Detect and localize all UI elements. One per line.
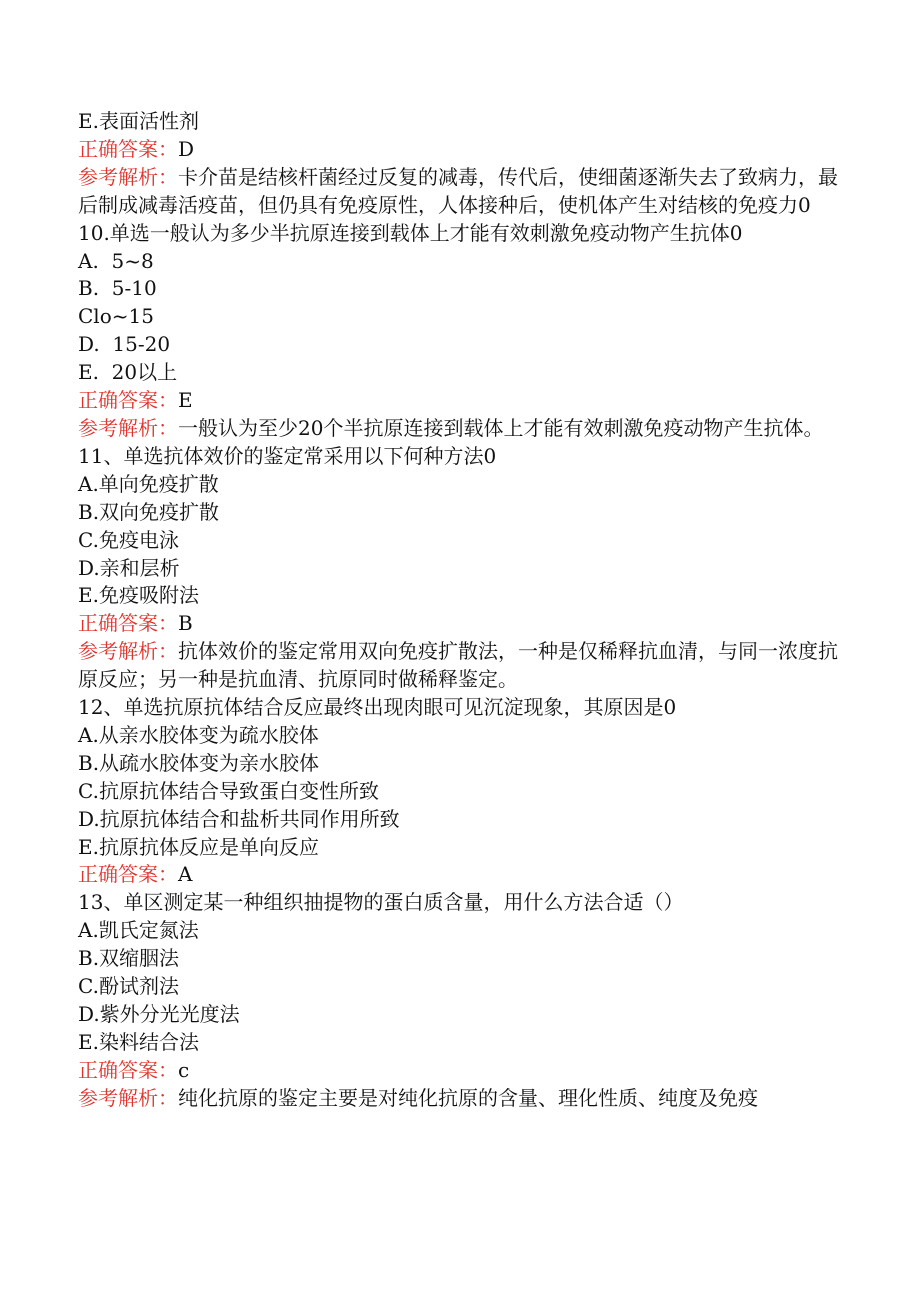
q13-option-e: E.染料结合法 (78, 1029, 199, 1054)
q13-analysis (78, 1085, 848, 1113)
q11-option-d: D.亲和层析 (78, 555, 180, 580)
q11-answer: B (178, 611, 193, 636)
q11-analysis (78, 638, 848, 694)
q10-answer-line (78, 387, 848, 415)
q10-option-e: E. 20以上 (78, 360, 178, 385)
q10-stem: 10.单选一般认为多少半抗原连接到载体上才能有效刺激免疫动物产生抗体0 (78, 220, 743, 245)
q9-analysis-text: 卡介苗是结核杆菌经过反复的减毒，传代后，使细菌逐渐失去了致病力，最后制成减毒活疫苗，但仍具有免疫原性，人体接种后，使机体产生对结核的免疫力0 (78, 164, 838, 217)
q13-option-d: D.紫外分光光度法 (78, 1002, 240, 1026)
q10-option-b: B. 5-10 (78, 276, 157, 301)
q13-analysis-text: 纯化抗原的鉴定主要是对纯化抗原的含量、理化性质、纯度及免疫 (178, 1085, 758, 1110)
q13-option-c: C.酚试剂法 (78, 974, 179, 999)
q10-option-c: Clo~15 (78, 304, 154, 329)
q9-answer-line (78, 136, 848, 164)
q9-answer-label: 正确答案： (78, 136, 178, 161)
q12-option-d: D.抗原抗体结合和盐析共同作用所致 (78, 806, 400, 831)
q13-option-b: B.双缩胭法 (78, 946, 180, 971)
q13-answer-label: 正确答案： (78, 1057, 178, 1082)
q10-analysis-label: 参考解析： (78, 415, 178, 440)
q13-stem: 13、单区测定某一种组织抽提物的蛋白质含量，用什么方法合适（） (78, 890, 684, 915)
q12-answer-line (78, 861, 848, 889)
q12-option-a: A.从亲水胶体变为疏水胶体 (78, 722, 319, 747)
q11-analysis-text: 抗体效价的鉴定常用双向免疫扩散法，一种是仅稀释抗血清，与同一浓度抗原反应；另一种是抗血清、抗原同时做稀释鉴定。 (78, 639, 838, 692)
q11-option-c: C.免疫电泳 (78, 527, 179, 552)
q9-option-e: E.表面活性剂 (78, 109, 199, 133)
q10-answer-label: 正确答案： (78, 388, 178, 413)
q12-option-c: C.抗原抗体结合导致蛋白变性所致 (78, 778, 379, 803)
q10-option-d: D. 15-20 (78, 332, 171, 357)
q10-analysis (78, 415, 848, 443)
q11-stem: 11、单选抗体效价的鉴定常采用以下何种方法0 (78, 443, 497, 468)
q13-answer: c (178, 1057, 190, 1082)
document-content (78, 108, 848, 1113)
q11-option-e: E.免疫吸附法 (78, 583, 199, 608)
q11-option-a: A.单向免疫扩散 (78, 471, 219, 496)
q11-answer-line (78, 610, 848, 638)
q11-answer-label: 正确答案： (78, 611, 178, 636)
q10-option-a: A. 5~8 (78, 248, 154, 273)
q12-answer: A (178, 862, 193, 887)
q10-analysis-text: 一般认为至少20个半抗原连接到载体上才能有效刺激免疫动物产生抗体。 (178, 415, 824, 440)
q11-option-b: B.双向免疫扩散 (78, 499, 220, 524)
q13-option-a: A.凯氏定氮法 (78, 918, 199, 943)
q13-analysis-label: 参考解析： (78, 1085, 178, 1110)
q11-analysis-label: 参考解析： (78, 639, 178, 664)
q10-answer: E (178, 388, 193, 413)
q12-option-b: B.从疏水胶体变为亲水胶体 (78, 750, 320, 775)
q12-stem: 12、单选抗原抗体结合反应最终出现肉眼可见沉淀现象，其原因是0 (78, 695, 677, 720)
q12-option-e: E.抗原抗体反应是单向反应 (78, 834, 319, 859)
q9-analysis (78, 164, 848, 220)
q13-answer-line (78, 1057, 848, 1085)
q9-answer: D (178, 136, 195, 161)
q9-analysis-label: 参考解析： (78, 164, 178, 189)
q12-answer-label: 正确答案： (78, 862, 178, 887)
